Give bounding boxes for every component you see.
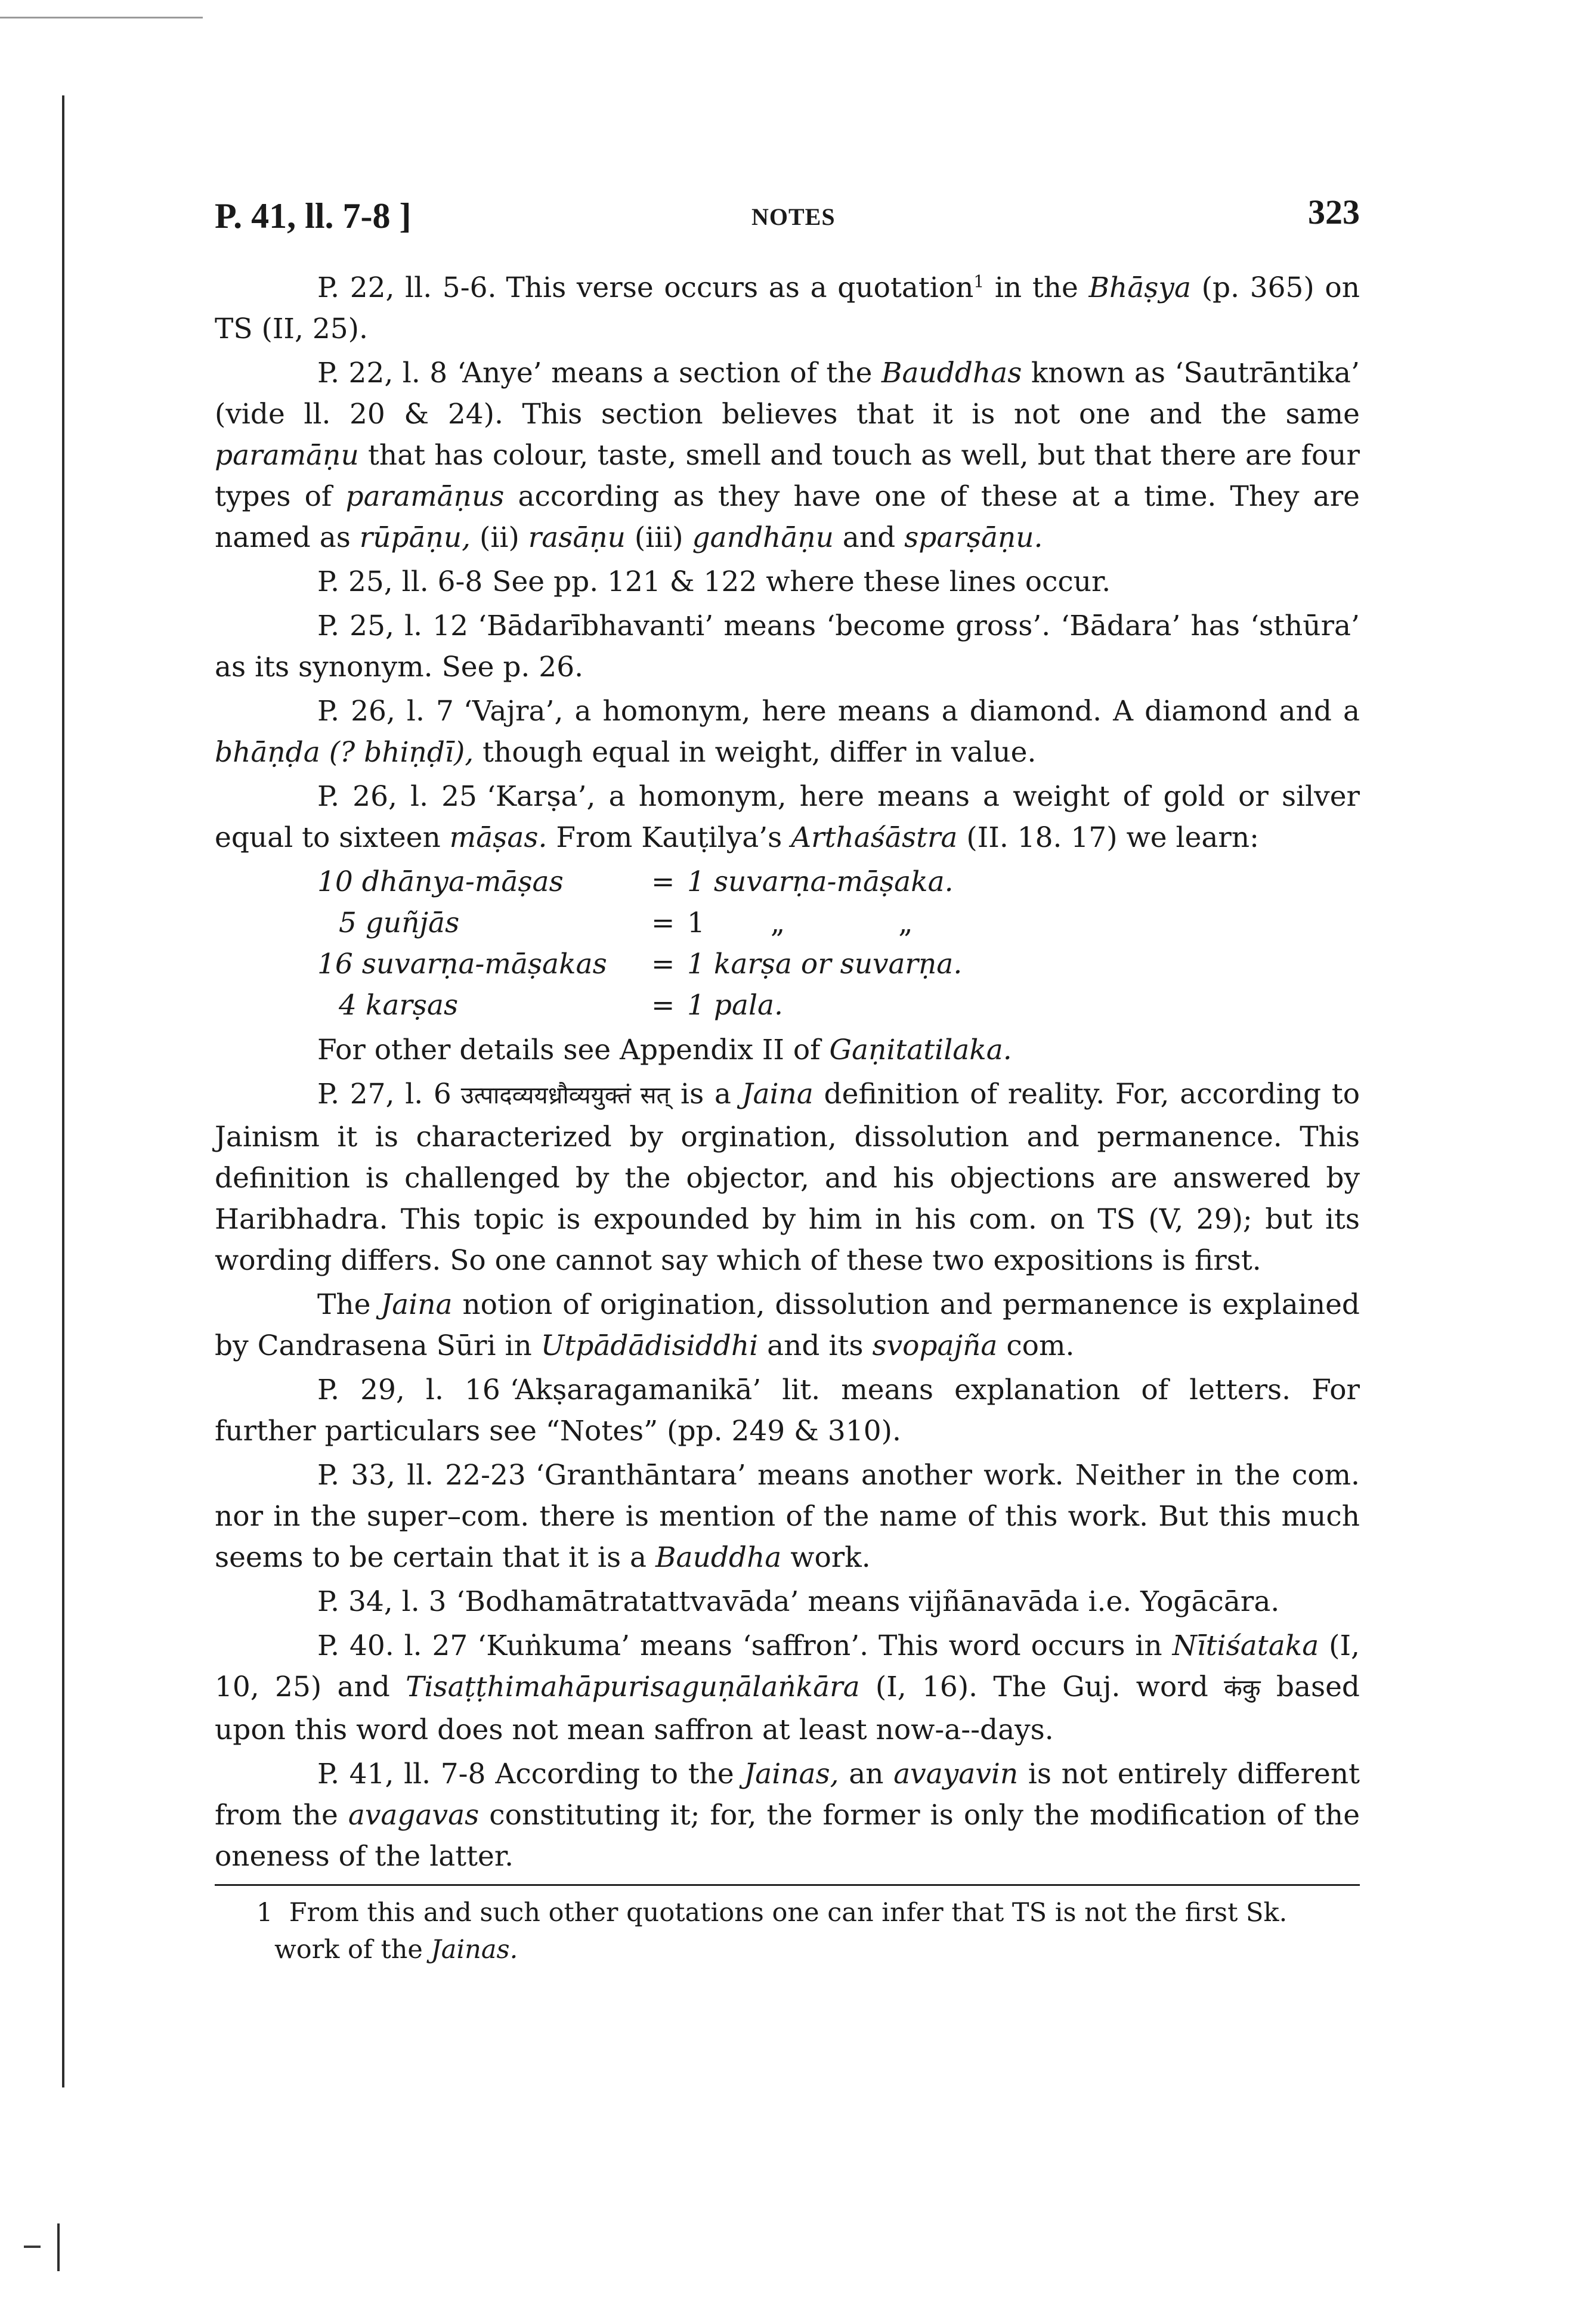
note-reference: P. 29, l. 16	[317, 1374, 500, 1406]
running-head	[215, 190, 1360, 249]
note-reference: P. 25, l. 12	[317, 610, 468, 642]
note-reference: P. 25, ll. 6-8	[317, 565, 483, 598]
note-p25-l12: P. 25, l. 12 ‘Bādarībhavanti’ means ‘become gross’. ‘Bādara’ has ‘sthūra’ as its synonym. See p. 26.	[215, 610, 1360, 684]
measure-row: 16 suvarṇa-māṣakas = 1 karṣa or suvarṇa.	[317, 948, 963, 981]
note-p26-l25: P. 26, l. 25 ‘Karṣa’, a homonym, here means a weight of gold or silver equal to sixteen māṣas. From Kauṭilya’s Arthaśāstra (II. 18. 17) we learn:	[215, 780, 1360, 854]
note-p25-ll6-8: P. 25, ll. 6-8 See pp. 121 & 122 where these lines occur.	[317, 565, 1111, 598]
footnote-number: 1	[256, 1898, 273, 1928]
devanagari-word: कंकु	[1224, 1675, 1261, 1702]
footnote-marker: 1	[973, 271, 985, 292]
note-reference: P. 27, l. 6	[317, 1078, 451, 1111]
notes-body	[215, 267, 1360, 1877]
note-reference: P. 33, ll. 22-23	[317, 1459, 526, 1492]
footnote: 1 From this and such other quotations one can infer that TS is not the first Sk. work of the Jainas.	[256, 1898, 1288, 1965]
note-p29-l16: P. 29, l. 16 ‘Akṣaragamanikā’ lit. means explanation of letters. For further particulars see “Notes” (pp. 249 & 310).	[215, 1374, 1360, 1448]
note-p33-ll22-23: P. 33, ll. 22-23 ‘Granthāntara’ means another work. Neither in the com. nor in the super–com. there is mention of the name of this work. But this much seems to be certain that it is a Bauddha work.	[215, 1459, 1360, 1574]
note-reference: P. 41, ll. 7-8	[317, 1758, 486, 1790]
measures-table	[317, 861, 1360, 1026]
scan-binding-edge	[62, 95, 64, 2087]
footnote-divider	[215, 1884, 1360, 1886]
note-p27-l6: P. 27, l. 6 उत्पादव्ययध्रौव्ययुक्तं सत् is a Jaina definition of reality. For, according to Jainism it is characterized by orgination, dissolution and permanence. This definition is challenged by the objector, and his objections are answered by Haribhadra. This topic is expounded by him in his com. on TS (V, 29); but its wording differs. So one cannot say which of these two expositions is first.	[215, 1078, 1360, 1277]
measure-row: 5 guñjās = 1 „ „	[317, 902, 1360, 944]
measure-row: 10 dhānya-māṣas = 1 suvarṇa-māṣaka.	[317, 865, 954, 898]
scan-top-line	[0, 17, 203, 18]
measure-row: 4 karṣas = 1 pala.	[339, 989, 783, 1022]
ditto-mark: „	[898, 907, 913, 939]
note-jaina-notion: The Jaina notion of origination, dissolution and permanence is explained by Candrasena Sūri in Utpādādisiddhi and its svopajña com.	[215, 1288, 1360, 1362]
note-appendix-reference: For other details see Appendix II of Gaṇitatilaka.	[317, 1034, 1012, 1066]
ditto-mark: „	[770, 907, 785, 939]
note-p26-l7: P. 26, l. 7 ‘Vajra’, a homonym, here means a diamond. A diamond and a bhāṇḍa (? bhiṇḍī), though equal in weight, differ in value.	[215, 695, 1360, 769]
running-head-reference: P. 41, ll. 7-8 ]	[215, 196, 412, 236]
devanagari-quote: उत्पादव्ययध्रौव्ययुक्तं सत्	[460, 1082, 670, 1109]
note-p22-ll5-6: P. 22, ll. 5-6. This verse occurs as a quotation$^1$ in the Bhāṣya (p. 365) on TS (II, 25).	[215, 271, 1360, 345]
note-p41-ll7-8: P. 41, ll. 7-8 According to the Jainas, an avayavin is not entirely different from the avagavas constituting it; for, the former is only the modification of the oneness of the latter.	[215, 1758, 1360, 1873]
scan-margin-mark	[24, 2246, 41, 2248]
page-number: 323	[1308, 193, 1360, 231]
note-reference: P. 40. l. 27	[317, 1629, 468, 1662]
note-p34-l3: P. 34, l. 3 ‘Bodhamātratattvavāda’ means vijñānavāda i.e. Yogācāra.	[317, 1585, 1280, 1618]
scan-binding-edge-lower	[57, 2223, 60, 2271]
note-reference: P. 22, ll. 5-6.	[317, 271, 497, 304]
running-head-title: NOTES	[751, 203, 836, 230]
book-page	[215, 190, 1360, 1994]
note-reference: P. 26, l. 25	[317, 780, 477, 813]
note-reference: P. 34, l. 3	[317, 1585, 447, 1618]
note-reference: P. 22, l. 8	[317, 357, 448, 389]
note-p40-l27: P. 40. l. 27 ‘Kuṅkuma’ means ‘saffron’. This word occurs in Nītiśataka (I, 10, 25) and Tisaṭṭhimahāpurisaguṇālaṅkāra (I, 16). The Guj. word कंकु based upon this word does not mean saffron at least now-a--days.	[215, 1629, 1360, 1746]
note-reference: P. 26, l. 7	[317, 695, 454, 728]
note-p22-l8: P. 22, l. 8 ‘Anye’ means a section of the Bauddhas known as ‘Sautrāntika’ (vide ll. 20 & 24). This section believes that it is not one and the same paramāṇu that has colour, taste, smell and touch as well, but that there are four types of paramāṇus according as they have one of these at a time. They are named as rūpāṇu, (ii) rasāṇu (iii) gandhāṇu and sparṣāṇu.	[215, 357, 1360, 554]
